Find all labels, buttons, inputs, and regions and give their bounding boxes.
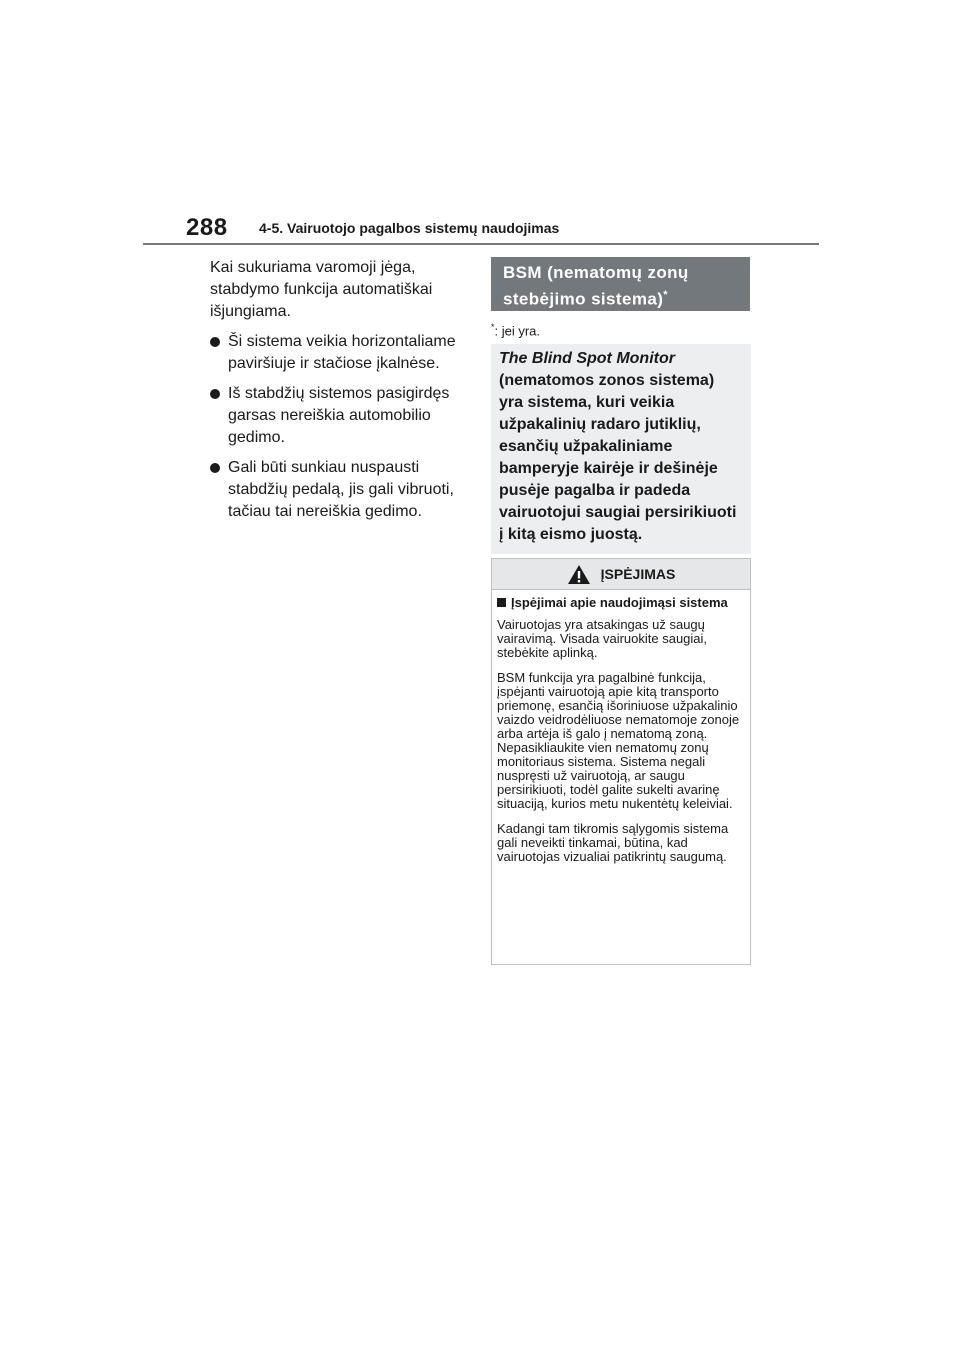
warning-title: ĮSPĖJIMAS bbox=[600, 566, 676, 582]
warning-body bbox=[492, 590, 750, 864]
warning-paragraph: Kadangi tam tikromis sąlygomis sistema gali neveikti tinkamai, būtina, kad vairuotojas vizualiai patikrintų saugumą. bbox=[497, 821, 729, 864]
page-number: 288 bbox=[186, 214, 228, 241]
warning-paragraph: Vairuotojas yra atsakingas už saugų vairavimą. Visada vairuokite saugiai, stebėkite aplinką. bbox=[497, 617, 708, 660]
bullet-item bbox=[210, 457, 470, 523]
intro-text: (nematomos zonos sistema) yra sistema, kuri veikia užpakalinių radaro jutiklių, esančių užpakaliniame bamperyje kairėje ir dešinėje pusėje pagalba ir padeda vairuotojui saugiai persirikiuoti į kitą eismo juostą. bbox=[499, 372, 737, 543]
footnote-marker: * bbox=[491, 322, 495, 332]
footnote bbox=[491, 322, 540, 338]
section-title-line2: stebėjimo sistema) bbox=[503, 289, 664, 309]
square-bullet-icon bbox=[497, 598, 506, 607]
warning-paragraph: BSM funkcija yra pagalbinė funkcija, įspėjanti vairuotoją apie kitą transporto priemonę, esančią išoriniuose užpakalinio vaizdo veidrodėliuose nematomoje zonoje arba artėja iš galo į nematomą zoną. Nepasikliaukite vien nematomų zonų monitoriaus sistema. Sistema negali nuspręsti už vairuotoją, ar saugu persirikiuoti, todėl galite sukelti avarinę situaciją, kurios metu nukentėtų keleiviai. bbox=[497, 670, 740, 811]
bullet-item bbox=[210, 383, 470, 449]
bullet-list bbox=[210, 331, 470, 523]
section-title-bar bbox=[491, 257, 750, 311]
intro-paragraph: Kai sukuriama varomoji jėga, stabdymo funkcija automatiškai išjungiama. bbox=[210, 259, 433, 320]
warning-subtitle bbox=[497, 596, 740, 610]
header-divider bbox=[143, 243, 819, 245]
bullet-item bbox=[210, 331, 470, 375]
footnote-text: : jei yra. bbox=[494, 323, 541, 339]
bullet-text: Iš stabdžių sistemos pasigirdęs garsas nereiškia automobilio gedimo. bbox=[228, 385, 450, 446]
warning-subtitle-text: Įspėjimai apie naudojimąsi sistema bbox=[511, 595, 728, 610]
section-header-title: 4-5. Vairuotojo pagalbos sistemų naudojimas bbox=[259, 220, 560, 236]
bullet-icon bbox=[210, 463, 220, 473]
warning-triangle-icon bbox=[567, 564, 591, 585]
intro-box bbox=[491, 344, 751, 554]
intro-italic: The Blind Spot Monitor bbox=[499, 350, 675, 367]
bullet-icon bbox=[210, 389, 220, 399]
warning-header bbox=[492, 559, 750, 590]
bullet-text: Gali būti sunkiau nuspausti stabdžių pedalą, jis gali vibruoti, tačiau tai nereiškia gedimo. bbox=[228, 459, 454, 520]
warning-box bbox=[491, 558, 751, 965]
bullet-text: Ši sistema veikia horizontaliame paviršiuje ir stačiose įkalnėse. bbox=[228, 333, 456, 372]
left-column bbox=[210, 257, 470, 531]
section-title-marker: * bbox=[663, 289, 668, 301]
bullet-icon bbox=[210, 337, 220, 347]
section-title-line1: BSM (nematomų zonų bbox=[503, 263, 689, 282]
